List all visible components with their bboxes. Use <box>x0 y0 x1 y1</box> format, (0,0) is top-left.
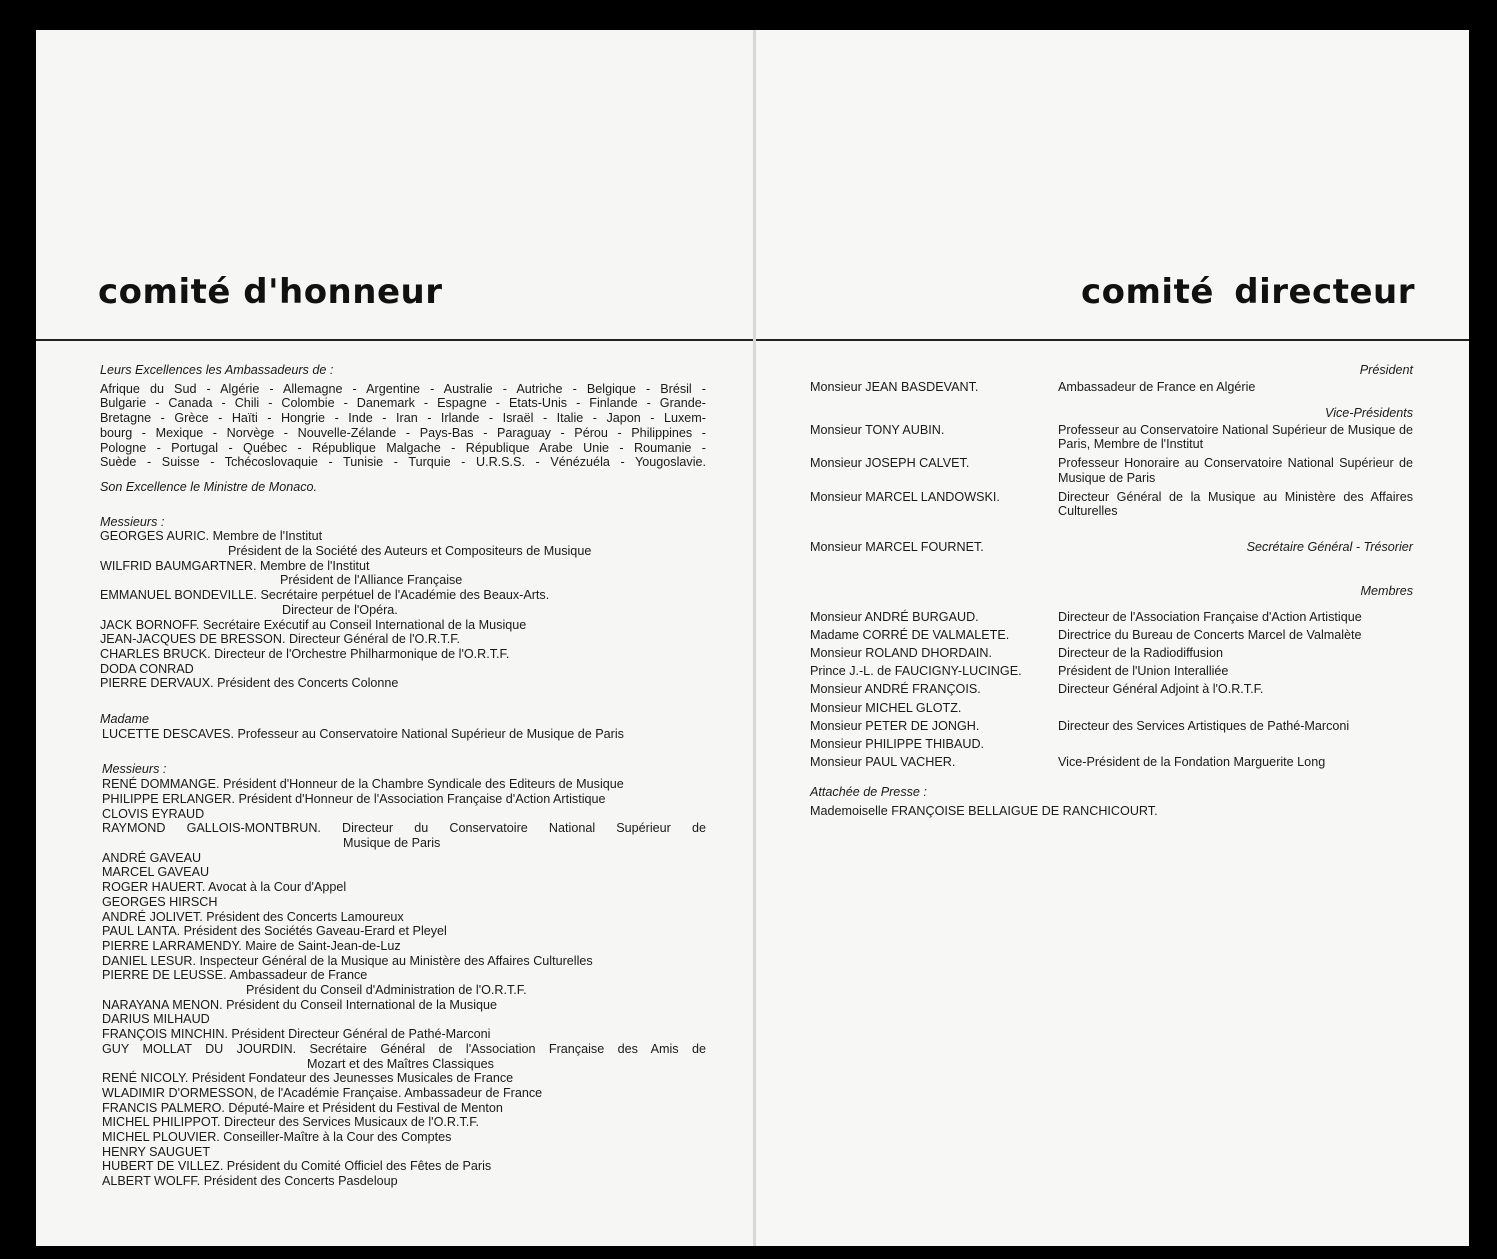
secretary-row <box>810 540 1413 555</box>
member-row <box>810 664 1413 682</box>
honor-entry: PIERRE LARRAMENDY. Maire de Saint-Jean-de-Luz <box>102 938 401 953</box>
honor-entry: HUBERT DE VILLEZ. Président du Comité Officiel des Fêtes de Paris <box>102 1159 492 1174</box>
member-description: Directeur Général de la Musique au Ministère des Affaires Culturelles <box>1058 489 1413 519</box>
honor-group-2 <box>102 777 706 1189</box>
right-page <box>756 30 1469 1246</box>
directing-committee-list <box>810 333 1413 819</box>
member-name: Monsieur ANDRÉ BURGAUD. <box>810 609 979 624</box>
honor-entry: DARIUS MILHAUD <box>102 1012 210 1027</box>
secretary-role: Secrétaire Général - Trésorier <box>1246 539 1413 554</box>
honor-entry: DODA CONRAD <box>100 661 194 676</box>
member-description: Directeur de l'Association Française d'Action Artistique <box>1058 609 1362 624</box>
member-description <box>1058 701 1413 719</box>
honor-entry: RAYMOND GALLOIS-MONTBRUN. Directeur du Conservatoire National Supérieur de <box>102 821 706 836</box>
member-row <box>810 701 1413 719</box>
monaco-minister: Son Excellence le Ministre de Monaco. <box>100 479 318 494</box>
member-name: Monsieur ROLAND DHORDAIN. <box>810 646 992 660</box>
honor-entry: PIERRE DERVAUX. Président des Concerts Colonne <box>100 676 399 691</box>
member-description: Directeur Général Adjoint à l'O.R.T.F. <box>1058 682 1264 697</box>
honor-entry: HENRY SAUGUET <box>102 1144 211 1159</box>
member-description: Président de l'Union Interalliée <box>1058 664 1229 679</box>
honor-entry: EMMANUEL BONDEVILLE. Secrétaire perpétuel de l'Académie des Beaux-Arts. <box>100 588 550 603</box>
member-name: Monsieur MARCEL LANDOWSKI. <box>810 489 1000 504</box>
member-description <box>1058 737 1413 755</box>
member-description: Professeur au Conservatoire National Supérieur de Musique de Paris, Membre de l'Institut <box>1058 422 1413 452</box>
member-row <box>810 755 1413 773</box>
honor-entry: DANIEL LESUR. Inspecteur Général de la Musique au Ministère des Affaires Culturelles <box>102 953 593 968</box>
honor-entry: GEORGES HIRSCH <box>102 894 218 909</box>
honor-entry: MICHEL PHILIPPOT. Directeur des Services Musicaux de l'O.R.T.F. <box>102 1115 480 1130</box>
member-name: Prince J.-L. de FAUCIGNY-LUCINGE. <box>810 664 1022 679</box>
honor-entry: PAUL LANTA. Président des Sociétés Gaveau-Erard et Pleyel <box>102 924 447 939</box>
member-row <box>810 737 1413 755</box>
right-page-title: comité directeur <box>1080 272 1415 312</box>
honor-entry: ANDRÉ GAVEAU <box>102 850 202 865</box>
member-row <box>810 719 1413 737</box>
honor-entry-continued: Président du Conseil d'Administration de l'O.R.T.F. <box>246 983 527 998</box>
countries-line: Afrique du Sud - Algérie - Allemagne - Argentine - Australie - Autriche - Belgique - Brésil - <box>100 381 706 396</box>
left-title-rule <box>36 339 754 341</box>
vice-president-row <box>810 490 1413 519</box>
honor-entry-continued: Président de la Société des Auteurs et Compositeurs de Musique <box>228 544 592 559</box>
madame-label: Madame <box>100 712 149 727</box>
honor-entry: WILFRID BAUMGARTNER. Membre de l'Institut <box>100 558 370 573</box>
honor-entry: WLADIMIR D'ORMESSON, de l'Académie Française. Ambassadeur de France <box>102 1085 543 1100</box>
honor-entry: FRANÇOIS MINCHIN. Président Directeur Général de Pathé-Marconi <box>102 1027 491 1042</box>
president-row <box>810 380 1413 395</box>
honor-entry: CLOVIS EYRAUD <box>102 806 205 821</box>
honor-entry: RENÉ DOMMANGE. Président d'Honneur de la Chambre Syndicale des Editeurs de Musique <box>102 777 624 792</box>
member-name: Monsieur TONY AUBIN. <box>810 422 945 437</box>
countries-line: Bretagne - Grèce - Haïti - Hongrie - Inde - Iran - Irlande - Israël - Italie - Japon - Luxem- <box>100 411 706 426</box>
honor-entry: MICHEL PLOUVIER. Conseiller-Maître à la Cour des Comptes <box>102 1130 452 1145</box>
left-page <box>36 30 754 1246</box>
member-description: Directeur des Services Artistiques de Pathé-Marconi <box>1058 718 1350 733</box>
honor-entry-continued: Musique de Paris <box>343 835 441 850</box>
vice-president-row <box>810 423 1413 452</box>
member-name: Monsieur MICHEL GLOTZ. <box>810 700 962 715</box>
honor-entry: ALBERT WOLFF. Président des Concerts Pasdeloup <box>102 1174 398 1189</box>
vice-president-row <box>810 456 1413 485</box>
member-description: Ambassadeur de France en Algérie <box>1058 380 1256 394</box>
left-page-title: comité d'honneur <box>98 272 443 312</box>
honor-entry: GUY MOLLAT DU JOURDIN. Secrétaire Général de l'Association Française des Amis de <box>102 1041 706 1056</box>
member-name: Madame CORRÉ DE VALMALETE. <box>810 627 1010 642</box>
honor-entry-continued: Mozart et des Maîtres Classiques <box>307 1056 494 1071</box>
member-row <box>810 628 1413 646</box>
honor-entry: PHILIPPE ERLANGER. Président d'Honneur de l'Association Française d'Action Artistique <box>102 791 606 806</box>
messieurs-label: Messieurs : <box>100 514 165 529</box>
countries-line: Pologne - Portugal - Québec - République Malgache - République Arabe Unie - Roumanie - <box>100 440 706 455</box>
honor-entry: CHARLES BRUCK. Directeur de l'Orchestre Philharmonique de l'O.R.T.F. <box>100 646 510 661</box>
member-description: Vice-Président de la Fondation Marguerite Long <box>1058 755 1326 770</box>
member-name: Monsieur MARCEL FOURNET. <box>810 539 984 554</box>
member-name: Monsieur JEAN BASDEVANT. <box>810 380 979 394</box>
honor-group-1 <box>100 529 706 691</box>
honor-entry: ANDRÉ JOLIVET. Président des Concerts Lamoureux <box>102 909 404 924</box>
press-attache-name: Mademoiselle FRANÇOISE BELLAIGUE DE RANCHICOURT. <box>810 804 1158 819</box>
countries-line: Suède - Suisse - Tchécoslovaquie - Tunisie - Turquie - U.R.S.S. - Vénézuéla - Yougoslavie. <box>100 455 706 470</box>
messieurs-label: Messieurs : <box>102 762 167 777</box>
member-name: Monsieur PAUL VACHER. <box>810 755 956 770</box>
press-attache-label: Attachée de Presse : <box>810 785 927 800</box>
member-row <box>810 610 1413 628</box>
honor-entry-continued: Directeur de l'Opéra. <box>282 602 398 617</box>
honor-entry: JEAN-JACQUES DE BRESSON. Directeur Général de l'O.R.T.F. <box>100 632 461 647</box>
countries-line: Bulgarie - Canada - Chili - Colombie - Danemark - Espagne - Etats-Unis - Finlande - Grande- <box>100 396 706 411</box>
member-name: Monsieur PETER DE JONGH. <box>810 718 980 733</box>
member-name: Monsieur ANDRÉ FRANÇOIS. <box>810 682 981 697</box>
honor-entry: ROGER HAUERT. Avocat à la Cour d'Appel <box>102 880 347 895</box>
vice-presidents-label: Vice-Présidents <box>1325 405 1413 420</box>
countries-block <box>100 382 706 470</box>
member-name: Monsieur JOSEPH CALVET. <box>810 456 970 471</box>
members-list <box>810 610 1413 774</box>
honor-entry: LUCETTE DESCAVES. Professeur au Conservatoire National Supérieur de Musique de Paris <box>102 726 624 741</box>
ambassadors-intro: Leurs Excellences les Ambassadeurs de : <box>100 363 334 377</box>
member-description: Directeur de la Radiodiffusion <box>1058 646 1223 660</box>
honor-entry: MARCEL GAVEAU <box>102 865 210 880</box>
honor-entry: JACK BORNOFF. Secrétaire Exécutif au Conseil International de la Musique <box>100 617 527 632</box>
honor-entry: NARAYANA MENON. Président du Conseil International de la Musique <box>102 997 498 1012</box>
member-description: Directrice du Bureau de Concerts Marcel de Valmalète <box>1058 627 1362 642</box>
honor-entry: GEORGES AURIC. Membre de l'Institut <box>100 529 323 544</box>
honor-entry-continued: Président de l'Alliance Française <box>280 573 463 588</box>
members-label: Membres <box>1360 583 1413 598</box>
honor-committee-list <box>100 363 706 1189</box>
member-name: Monsieur PHILIPPE THIBAUD. <box>810 736 985 751</box>
member-row <box>810 646 1413 664</box>
member-description: Professeur Honoraire au Conservatoire National Supérieur de Musique de Paris <box>1058 456 1413 485</box>
honor-entry: RENÉ NICOLY. Président Fondateur des Jeunesses Musicales de France <box>102 1071 514 1086</box>
honor-entry: PIERRE DE LEUSSE. Ambassadeur de France <box>102 968 368 983</box>
member-row <box>810 682 1413 700</box>
countries-line: bourg - Mexique - Norvège - Nouvelle-Zélande - Pays-Bas - Paraguay - Pérou - Philippines - <box>100 425 706 440</box>
president-label: Président <box>1359 363 1413 377</box>
honor-entry: FRANCIS PALMERO. Député-Maire et Président du Festival de Menton <box>102 1100 503 1115</box>
